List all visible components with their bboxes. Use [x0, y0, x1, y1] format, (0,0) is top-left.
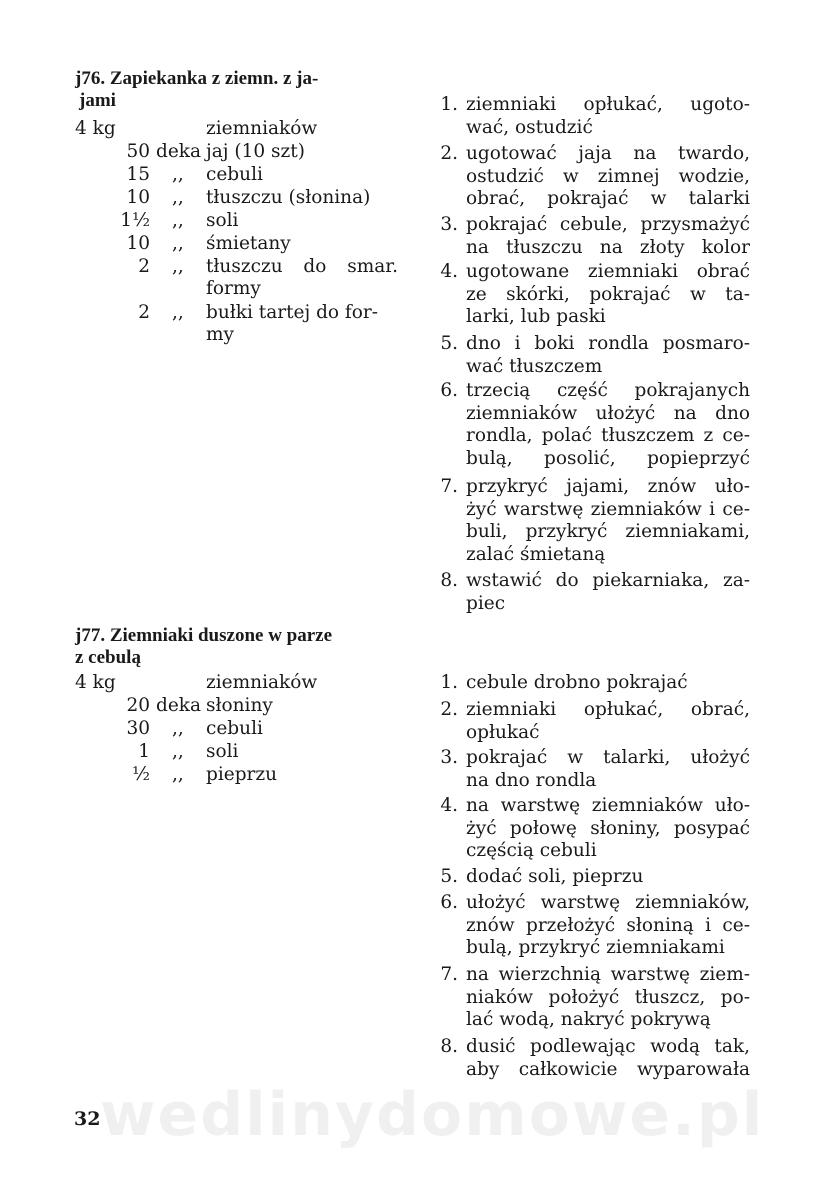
step-line: znów przełożyć słoniną i ce- — [466, 914, 750, 936]
ingredient-unit: ,, — [172, 718, 184, 739]
step-text — [466, 795, 750, 863]
step-line: dno i boki rondla posmaro- — [466, 333, 750, 354]
ingredient-qty: 1 — [138, 741, 150, 762]
step-line: ugotować jaja na twardo, — [466, 143, 750, 164]
title-line: z cebulą — [75, 647, 141, 668]
ingredient-unit: ,, — [172, 187, 184, 208]
step-line: wać, ostudzić — [466, 116, 593, 138]
step-line: przykryć jajami, znów uło- — [466, 476, 750, 497]
step-line: ostudzić w zimnej wodzie, — [466, 165, 750, 187]
ingredient-qty: ½ — [132, 764, 150, 785]
ingredient-name: jaj (10 szt) — [206, 141, 305, 162]
step-line: na dno rondla — [466, 769, 597, 791]
ingredient-name: cebuli — [206, 718, 263, 739]
step-number: 4. — [440, 261, 458, 282]
step-number: 1. — [440, 94, 458, 115]
step-number: 7. — [440, 476, 458, 497]
ingredient-qty: 2 — [138, 256, 150, 277]
page-number: 32 — [74, 1108, 101, 1130]
ingredient-qty: 4 kg — [75, 118, 116, 139]
ingredient-name-line: my — [206, 324, 234, 345]
ingredient-name-line: bułki tartej do for- — [206, 302, 379, 323]
ingredient-qty: 4 kg — [75, 672, 116, 693]
ingredient-unit: ,, — [172, 302, 184, 323]
step-number: 3. — [440, 214, 458, 235]
ingredient-unit: ,, — [172, 764, 184, 785]
step-number: 5. — [440, 333, 458, 354]
step-number: 8. — [440, 570, 458, 591]
step-text — [466, 380, 750, 470]
step-text — [466, 214, 750, 259]
step-line: na warstwę ziemniaków uło- — [466, 795, 750, 816]
step-number: 4. — [440, 795, 458, 816]
ingredient-name: słoniny — [206, 695, 273, 716]
ingredient-name: cebuli — [206, 164, 263, 185]
step-line: rondla, polać tłuszczem z ce- — [466, 425, 750, 446]
step-line: dodać soli, pieprzu — [466, 866, 644, 887]
step-text — [466, 1036, 750, 1081]
step-line: bulą, przykryć ziemniakami — [466, 937, 725, 958]
step-line: lać wodą, nakryć pokrywą — [466, 1009, 711, 1030]
ingredient-name: tłuszczu (słonina) — [206, 187, 371, 208]
recipe-title-j76 — [75, 68, 405, 112]
step-text — [466, 570, 750, 615]
step-number: 2. — [440, 699, 458, 720]
step-line: aby całkowicie wyparowała — [466, 1058, 750, 1080]
ingredient-unit: ,, — [172, 164, 184, 185]
ingredient-name — [206, 256, 398, 300]
step-number: 6. — [440, 380, 458, 401]
step-number: 5. — [440, 866, 458, 887]
step-line: na tłuszczu na złoty kolor — [466, 236, 750, 258]
ingredient-unit: ,, — [172, 741, 184, 762]
ingredient-qty: 30 — [126, 718, 150, 739]
step-text — [466, 892, 750, 960]
ingredient-name: śmietany — [206, 233, 291, 254]
step-line: buli, przykryć ziemniakami, — [466, 521, 750, 542]
ingredient-qty: 10 — [126, 233, 150, 254]
step-text — [466, 699, 750, 744]
step-text — [466, 333, 750, 378]
ingredient-name — [206, 302, 378, 346]
step-line: ziemniaki opłukać, obrać, — [466, 699, 750, 720]
step-line: zalać śmietaną — [466, 543, 606, 565]
step-line: ułożyć warstwę ziemniaków, — [466, 892, 750, 913]
step-number: 1. — [440, 672, 458, 693]
step-line: żyć warstwę ziemniaków i ce- — [466, 498, 750, 520]
step-line: larki, lub paski — [466, 306, 606, 327]
step-line: ugotowane ziemniaki obrać — [466, 261, 750, 282]
step-text — [466, 866, 750, 889]
step-text — [466, 964, 750, 1032]
step-line: ziemniaki opłukać, ugoto- — [466, 94, 750, 115]
ingredient-name: ziemniaków — [206, 672, 318, 693]
step-line: cebule drobno pokrajać — [466, 672, 688, 693]
ingredient-name: pieprzu — [206, 764, 278, 785]
step-text — [466, 672, 750, 695]
step-line: dusić podlewając wodą tak, — [466, 1036, 750, 1057]
step-number: 2. — [440, 143, 458, 164]
ingredient-qty: 20 — [126, 695, 150, 716]
ingredient-name: soli — [206, 210, 239, 231]
step-line: trzecią część pokrajanych — [466, 380, 750, 401]
ingredient-qty: 50 — [126, 141, 150, 162]
ingredient-unit: ,, — [172, 256, 184, 277]
step-line: ziemniaków ułożyć na dno — [466, 402, 750, 424]
step-line: żyć połowę słoniny, posypać — [466, 817, 750, 839]
ingredient-unit: deka — [156, 141, 202, 162]
step-number: 8. — [440, 1036, 458, 1057]
step-number: 6. — [440, 892, 458, 913]
title-line: jami — [79, 90, 116, 111]
step-number: 3. — [440, 747, 458, 768]
step-line: pokrajać cebule, przysmażyć — [466, 214, 750, 235]
step-text — [466, 476, 750, 566]
step-number: 7. — [440, 964, 458, 985]
ingredient-qty: 1½ — [120, 210, 150, 231]
ingredient-unit: deka — [156, 695, 202, 716]
step-line: częścią cebuli — [466, 840, 597, 861]
title-line: j77. Ziemniaki duszone w parze — [75, 625, 333, 646]
step-text — [466, 261, 750, 329]
ingredient-name-line: tłuszczu do smar. — [206, 256, 398, 277]
step-line: ze skórki, pokrajać w ta- — [466, 283, 750, 305]
step-text — [466, 94, 750, 139]
step-line: niaków położyć tłuszcz, po- — [466, 986, 750, 1008]
step-line: opłukać — [466, 721, 540, 743]
watermark: wedlinydomowe.pl — [100, 1080, 765, 1150]
ingredient-qty: 15 — [126, 164, 150, 185]
step-line: wstawić do piekarniaka, za- — [466, 570, 750, 591]
ingredient-unit: ,, — [172, 233, 184, 254]
step-line: obrać, pokrajać w talarki — [466, 188, 750, 209]
step-line: pokrajać w talarki, ułożyć — [466, 747, 750, 768]
step-text — [466, 143, 750, 211]
ingredient-name: ziemniaków — [206, 118, 318, 139]
ingredient-unit: ,, — [172, 210, 184, 231]
recipe-title-j77 — [75, 625, 405, 669]
ingredient-name-line: formy — [206, 278, 261, 299]
ingredient-qty: 10 — [126, 187, 150, 208]
step-line: piec — [466, 592, 506, 614]
ingredient-name: soli — [206, 741, 239, 762]
step-line: bulą, posolić, popieprzyć — [466, 447, 750, 469]
ingredient-qty: 2 — [138, 302, 150, 323]
step-line: wać tłuszczem — [466, 355, 603, 377]
title-line: j76. Zapiekanka z ziemn. z ja- — [75, 68, 319, 89]
step-line: na wierzchnią warstwę ziem- — [466, 964, 750, 985]
step-text — [466, 747, 750, 792]
